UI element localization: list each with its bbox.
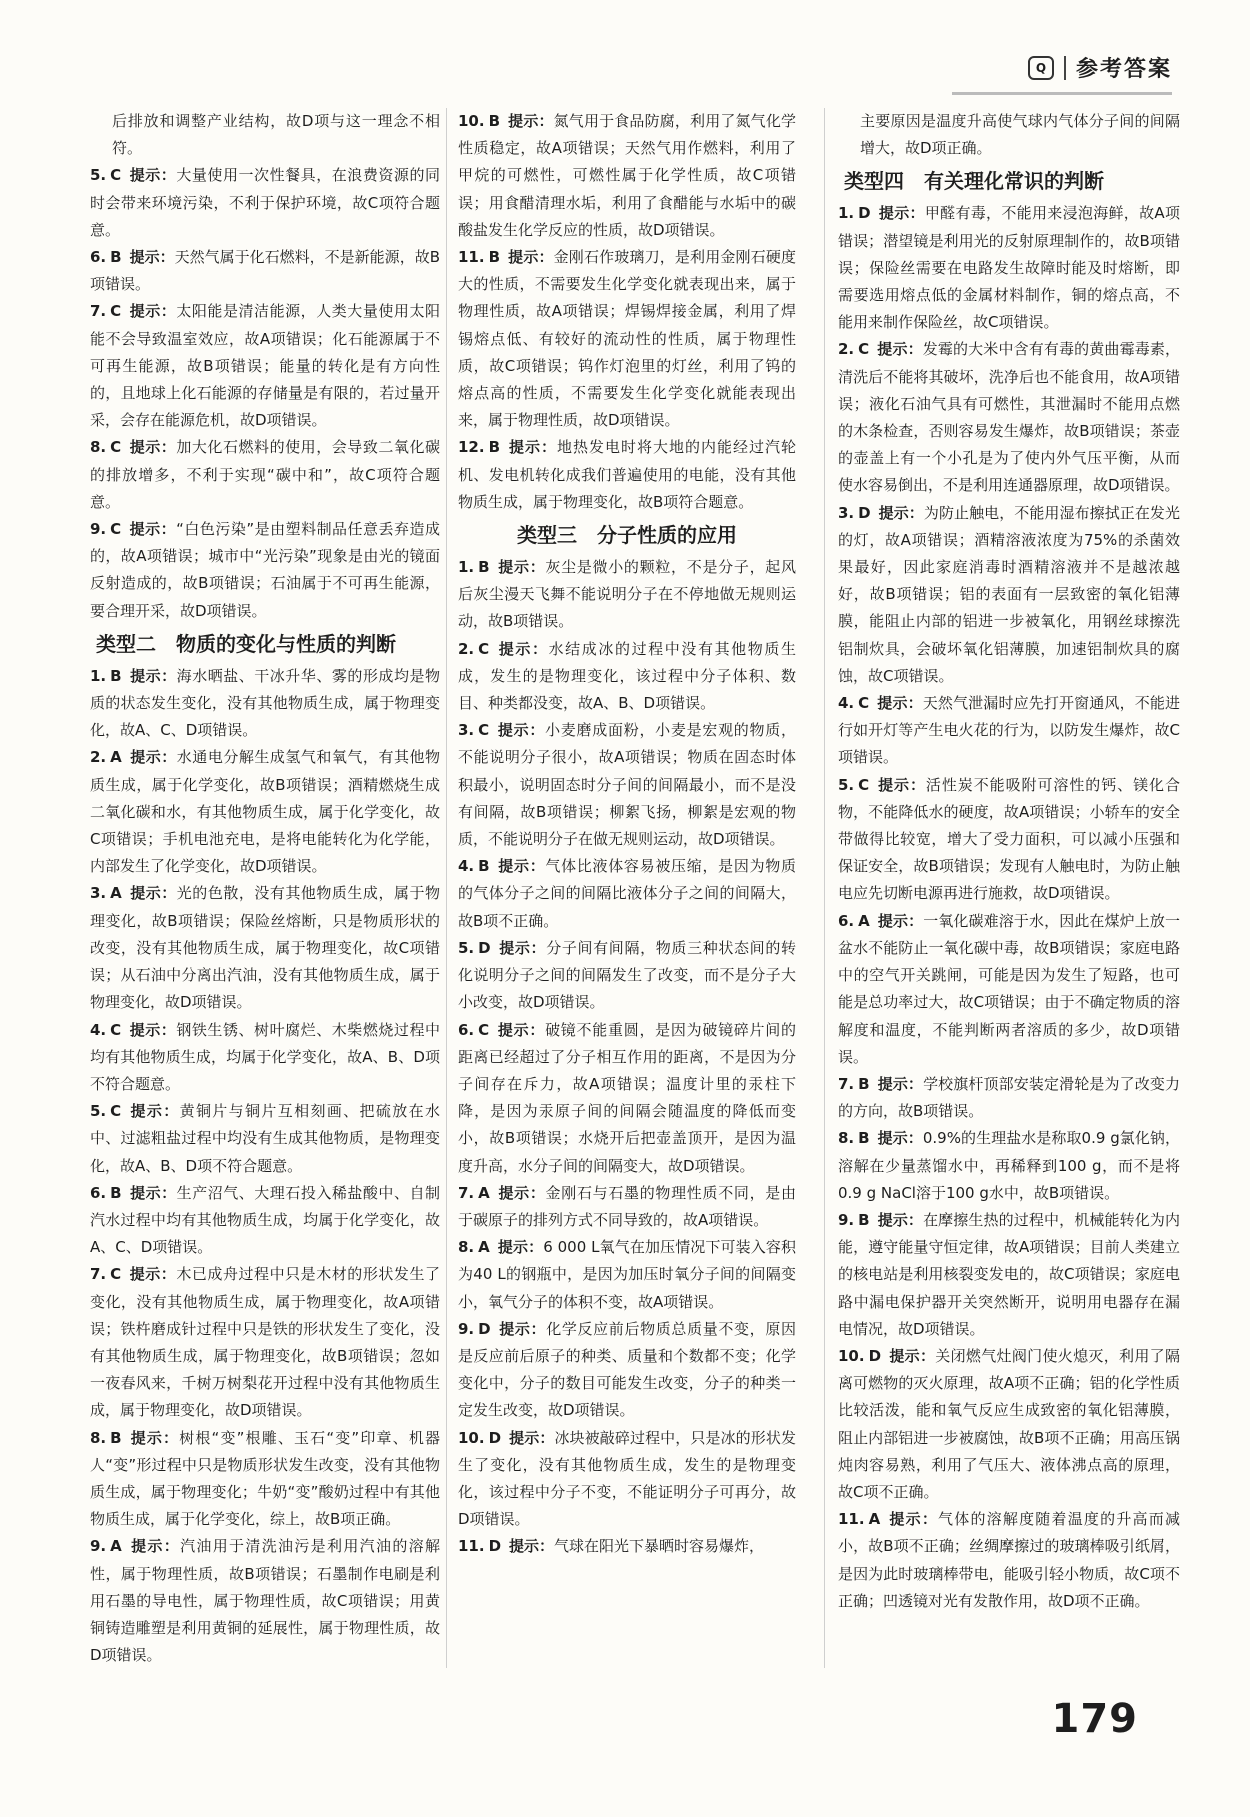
- explanation-text: 6 000 L氧气在加压情况下可装入容积为40 L的钢瓶中，是因为加压时氧分子间的间隔变小，氧气分子的体积不变，故A项错误。: [458, 1238, 796, 1311]
- answer-item: [458, 1316, 796, 1425]
- explanation-text: 一氧化碳难溶于水，因此在煤炉上放一盆水不能防止一氧化碳中毒，故B项错误；家庭电路中的空气开关跳闸，可能是因为发生了短路，也可能是总功率过大，故C项错误；由于不确定物质的溶解度和温度，不能判断两者溶质的多少，故D项错误。: [838, 911, 1180, 1066]
- answer-choice: C: [858, 775, 870, 794]
- answer-list: [838, 200, 1180, 1615]
- answer-item: [90, 516, 440, 625]
- answer-item: [838, 1343, 1180, 1506]
- item-number: 10.: [458, 1428, 485, 1447]
- item-number: 1.: [458, 558, 475, 577]
- item-number: 10.: [458, 112, 485, 130]
- answer-item: [838, 500, 1180, 690]
- tip-label: 提示：: [129, 1102, 180, 1121]
- answer-column-2: [458, 108, 796, 1561]
- answer-choice: C: [858, 694, 870, 713]
- explanation-text: 生产沼气、大理石投入稀盐酸中、自制汽水过程中均有其他物质生成，均属于化学变化，故A、C、D项错误。: [90, 1183, 440, 1257]
- answer-list: [458, 108, 796, 516]
- explanation-text: 钢铁生锈、树叶腐烂、木柴燃烧过程中均有其他物质生成，均属于化学变化，故A、B、D项不符合题意。: [90, 1020, 440, 1093]
- answer-choice: B: [110, 248, 122, 267]
- explanation-text: 天然气属于化石燃料，不是新能源，故B项错误。: [90, 248, 440, 294]
- answer-item: [458, 1234, 796, 1316]
- answer-choice: C: [478, 721, 490, 740]
- tip-label: 提示：: [877, 694, 923, 713]
- answer-item: [458, 636, 796, 718]
- answer-item: [90, 434, 440, 516]
- item-number: 11.: [458, 1537, 485, 1556]
- tip-label: 提示：: [129, 1428, 180, 1447]
- header-rule: [952, 92, 1172, 95]
- tip-label: 提示：: [498, 1319, 547, 1338]
- explanation-text: 冰块被敲碎过程中，只是冰的形状发生了变化，没有其他物质生成，发生的是物理变化，该过程中分子不变，不能证明分子可再分，故D项错误。: [458, 1428, 796, 1529]
- item-number: 1.: [838, 204, 855, 223]
- answer-item: [838, 1207, 1180, 1343]
- answer-choice: B: [858, 1074, 870, 1093]
- tip-label: 提示：: [877, 1074, 924, 1093]
- answer-column-3: [838, 108, 1180, 1615]
- book-logo-icon: Q: [1028, 56, 1054, 80]
- answer-choice: A: [858, 911, 870, 930]
- column-divider: [446, 108, 447, 1668]
- answer-item: [838, 200, 1180, 336]
- tip-label: 提示：: [498, 938, 547, 957]
- explanation-text: 为防止触电，不能用湿布擦拭正在发光的灯，故A项错误；酒精溶液浓度为75%的杀菌效果最好，因此家庭消毒时酒精溶液并不是越浓越好，故B项错误；铝的表面有一层致密的氧化铝薄膜，能阻止内部的铝进一步被氧化，用钢丝球擦洗铝制炊具，会破坏氧化铝薄膜，加速铝制炊具的腐蚀，故C项错误。: [838, 503, 1180, 685]
- tip-label: 提示：: [129, 1265, 177, 1284]
- column-divider: [824, 108, 825, 1668]
- answer-choice: B: [478, 857, 490, 876]
- explanation-text: 水通电分解生成氢气和氧气，有其他物质生成，属于化学变化，故B项错误；酒精燃烧生成二氧化碳和水，有其他物质生成，属于化学变化，故C项错误；手机电池充电，是将电能转化为化学能，内部发生了化学变化，故D项错误。: [90, 748, 440, 876]
- answer-choice: D: [488, 1537, 502, 1556]
- explanation-text: 太阳能是清洁能源，人类大量使用太阳能不会导致温室效应，故A项错误；化石能源属于不可再生能源，故B项错误；能量的转化是有方向性的，且地球上化石能源的存储量是有限的，若过量开采，会存在能源危机，故D项错误。: [90, 302, 440, 430]
- explanation-text: 活性炭不能吸附可溶性的钙、镁化合物，不能降低水的硬度，故A项错误；小轿车的安全带做得比较宽，增大了受力面积，可以减小压强和保证安全，故B项错误；发现有人触电时，为防止触电应先切断电源再进行施救，故D项错误。: [838, 775, 1180, 903]
- answer-item: [90, 298, 440, 434]
- tip-label: 提示：: [877, 1210, 924, 1229]
- explanation-text: 大量使用一次性餐具，在浪费资源的同时会带来环境污染，不利于保护环境，故C项符合题意。: [90, 166, 440, 239]
- item-number: 6.: [838, 911, 855, 930]
- tip-label: 提示：: [877, 340, 923, 359]
- explanation-text: 在摩擦生热的过程中，机械能转化为内能，遵守能量守恒定律，故A项错误；目前人类建立的核电站是利用核裂变发电的，故C项错误；家庭电路中漏电保护器开关突然断开，说明用电器存在漏电情况，故D项错误。: [838, 1210, 1180, 1338]
- item-number: 6.: [90, 1183, 107, 1202]
- tip-label: 提示：: [497, 721, 546, 740]
- answer-choice: A: [868, 1510, 881, 1529]
- answer-list: [90, 663, 440, 1670]
- header-title: 参考答案: [1075, 57, 1172, 82]
- answer-list: [458, 554, 796, 1561]
- item-number: 3.: [90, 884, 107, 903]
- item-number: 2.: [838, 340, 855, 359]
- answer-choice: B: [110, 666, 122, 685]
- tip-label: 提示：: [497, 639, 549, 658]
- item-number: 4.: [458, 857, 475, 876]
- tip-label: 提示：: [889, 1346, 936, 1365]
- tip-label: 提示：: [877, 911, 924, 930]
- answer-item: [458, 853, 796, 935]
- explanation-text: 甲醛有毒，不能用来浸泡海鲜，故A项错误；潜望镜是利用光的反射原理制作的，故B项错误；保险丝需要在电路发生故障时能及时熔断，即需要选用熔点低的金属材料制作，铜的熔点高，不能用来制作保险丝，故C项错误。: [838, 204, 1180, 332]
- answer-item: [90, 244, 440, 298]
- page-header: [1028, 52, 1172, 83]
- explanation-text: 水结成冰的过程中没有其他物质生成，发生的是物理变化，该过程中分子体积、数目、种类都没变，故A、B、D项错误。: [458, 639, 796, 713]
- answer-item: [90, 1261, 440, 1424]
- answer-choice: A: [110, 1537, 122, 1556]
- answer-choice: B: [488, 112, 501, 130]
- tip-label: 提示：: [878, 204, 925, 223]
- answer-choice: C: [110, 438, 122, 457]
- explanation-text: 加大化石燃料的使用，会导致二氧化碳的排放增多，不利于实现“碳中和”，故C项符合题意。: [90, 438, 440, 511]
- answer-choice: D: [858, 503, 871, 522]
- item-number: 1.: [90, 666, 107, 685]
- item-number: 4.: [90, 1020, 107, 1039]
- tip-label: 提示：: [877, 775, 926, 794]
- answer-choice: A: [110, 884, 122, 903]
- item-number: 9.: [838, 1210, 855, 1229]
- item-number: 7.: [90, 302, 107, 321]
- explanation-text: 关闭燃气灶阀门使火熄灭，利用了隔离可燃物的灭火原理，故A项不正确；铝的化学性质比较活泼，能和氧气反应生成致密的氧化铝薄膜，阻止内部铝进一步被腐蚀，故B项不正确；用高压锅炖肉容易熟，利用了气压大、液体沸点高的原理，故C项不正确。: [838, 1346, 1180, 1501]
- answer-item: [90, 1098, 440, 1180]
- explanation-text: 化学反应前后物质总质量不变，原因是反应前后原子的种类、质量和个数都不变；化学变化中，分子的数目可能发生改变，分子的种类一定发生改变，故D项错误。: [458, 1319, 796, 1420]
- explanation-text: “白色污染”是由塑料制品任意丢弃造成的，故A项错误；城市中“光污染”现象是由光的镜面反射造成的，故B项错误；石油属于不可再生能源，要合理开采，故D项错误。: [90, 520, 440, 620]
- section-heading: 类型三 分子性质的应用: [517, 523, 737, 548]
- answer-choice: C: [110, 302, 122, 321]
- explanation-text: 黄铜片与铜片互相刻画、把硫放在水中、过滤粗盐过程中均没有生成其他物质，是物理变化，故A、B、D项不符合题意。: [90, 1102, 440, 1175]
- tip-label: 提示：: [129, 166, 177, 185]
- item-number: 12.: [458, 438, 485, 457]
- tip-label: 提示：: [497, 857, 546, 876]
- answer-choice: A: [478, 1238, 490, 1257]
- item-number: 5.: [90, 166, 107, 185]
- answer-choice: D: [488, 1428, 502, 1447]
- answer-choice: C: [110, 520, 122, 539]
- tip-label: 提示：: [888, 1510, 939, 1529]
- answer-choice: D: [868, 1346, 882, 1365]
- tip-label: 提示：: [497, 1020, 546, 1039]
- answer-item: [90, 162, 440, 244]
- answer-choice: B: [478, 558, 490, 577]
- item-number: 8.: [458, 1238, 475, 1257]
- answer-choice: C: [478, 1020, 490, 1039]
- tip-label: 提示：: [508, 112, 554, 130]
- explanation-text: 气体比液体容易被压缩，是因为物质的气体分子之间的间隔比液体分子之间的间隔大，故B项不正确。: [458, 857, 796, 930]
- answer-item: [90, 663, 440, 745]
- explanation-text: 气球在阳光下暴晒时容易爆炸，: [554, 1537, 765, 1556]
- answer-choice: C: [110, 1102, 122, 1121]
- explanation-text: 天然气泄漏时应先打开窗通风，不能进行如开灯等产生电火花的行为，以防发生爆炸，故C项错误。: [838, 694, 1180, 767]
- explanation-text: 木已成舟过程中只是木材的形状发生了变化，没有其他物质生成，属于物理变化，故A项错误；铁杵磨成针过程中只是铁的形状发生了变化，没有其他物质生成，属于物理变化，故B项错误；忽如一夜春风来，千树万树梨花开过程中没有其他物质生成，属于物理变化，故D项错误。: [90, 1265, 440, 1420]
- continued-text: 后排放和调整产业结构，故D项与这一理念不相符。: [112, 112, 440, 158]
- item-number: 2.: [458, 639, 475, 658]
- item-number: 8.: [90, 1428, 107, 1447]
- item-number: 8.: [838, 1129, 855, 1148]
- answer-list: [90, 162, 440, 624]
- tip-label: 提示：: [877, 1129, 923, 1148]
- answer-item: [838, 336, 1180, 499]
- item-number: 5.: [90, 1102, 107, 1121]
- tip-label: 提示：: [129, 438, 177, 457]
- explanation-text: 地热发电时将大地的内能经过汽轮机、发电机转化成我们普遍使用的电能，没有其他物质生成，属于物理变化，故B项符合题意。: [458, 438, 796, 511]
- item-number: 11.: [458, 248, 485, 267]
- answer-choice: B: [858, 1129, 870, 1148]
- section-heading: 类型二 物质的变化与性质的判断: [96, 631, 396, 656]
- answer-choice: D: [478, 938, 491, 957]
- tip-label: 提示：: [508, 248, 554, 267]
- item-number: 9.: [458, 1319, 475, 1338]
- explanation-text: 金刚石与石墨的物理性质不同，是由于碳原子的排列方式不同导致的，故A项错误。: [458, 1183, 796, 1229]
- item-number: 2.: [90, 748, 107, 767]
- answer-choice: B: [110, 1183, 122, 1202]
- tip-label: 提示：: [129, 1183, 177, 1202]
- item-number: 7.: [458, 1183, 475, 1202]
- item-number: 6.: [90, 248, 107, 267]
- item-number: 9.: [90, 1537, 107, 1556]
- item-number: 5.: [458, 938, 475, 957]
- section-heading: 类型四 有关理化常识的判断: [844, 169, 1104, 194]
- tip-label: 提示：: [129, 1020, 177, 1039]
- item-number: 7.: [838, 1074, 855, 1093]
- answer-choice: B: [858, 1210, 870, 1229]
- explanation-text: 破镜不能重圆，是因为破镜碎片间的距离已经超过了分子相互作用的距离，不是因为分子间存在斥力，故A项错误；温度计里的汞柱下降，是因为汞原子间的间隔会随温度的降低而变小，故B项错误；水烧开后把壶盖顶开，是因为温度升高，水分子间的间隔变大，故D项错误。: [458, 1020, 796, 1175]
- explanation-text: 光的色散，没有其他物质生成，属于物理变化，故B项错误；保险丝熔断，只是物质形状的改变，没有其他物质生成，属于物理变化，故C项错误；从石油中分离出汽油，没有其他物质生成，属于物理变化，故D项错误。: [90, 884, 440, 1012]
- answer-choice: B: [488, 248, 501, 267]
- explanation-text: 海水晒盐、干冰升华、雾的形成均是物质的状态发生变化，没有其他物质生成，属于物理变化，故A、C、D项错误。: [90, 666, 440, 740]
- answer-item: [458, 554, 796, 636]
- answer-choice: B: [110, 1428, 122, 1447]
- tip-label: 提示：: [508, 438, 558, 457]
- explanation-text: 发霉的大米中含有有毒的黄曲霉毒素，清洗后不能将其破坏，洗净后也不能食用，故A项错误；液化石油气具有可燃性，其泄漏时不能用点燃的木条检查，否则容易发生爆炸，故B项错误；茶壶的壶盖上有一个小孔是为了使内外气压平衡，从而使水容易倒出，不是利用连通器原理，故D项错误。: [838, 340, 1180, 495]
- explanation-text: 0.9%的生理盐水是称取0.9 g氯化钠，溶解在少量蒸馏水中，再稀释到100 g，而不是将0.9 g NaCl溶于100 g水中，故B项错误。: [838, 1129, 1180, 1202]
- answer-item: [458, 935, 796, 1017]
- tip-label: 提示：: [129, 884, 177, 903]
- explanation-text: 小麦磨成面粉，小麦是宏观的物质，不能说明分子很小，故A项错误；物质在固态时体积最小，说明固态时分子间的间隔最小，而不是没有间隔，故B项错误；柳絮飞扬，柳絮是宏观的物质，不能说明分子在做无规则运动，故D项错误。: [458, 721, 796, 849]
- answer-choice: C: [110, 1265, 122, 1284]
- tip-label: 提示：: [129, 666, 177, 685]
- answer-item: [90, 1017, 440, 1099]
- explanation-text: 金刚石作玻璃刀，是利用金刚石硬度大的性质，不需要发生化学变化就表现出来，属于物理性质，故A项错误；焊锡焊接金属，利用了焊锡熔点低、有较好的流动性的性质，属于物理性质，故C项错误；钨作灯泡里的灯丝，利用了钨的熔点高的性质，不需要发生化学变化就能表现出来，属于物理性质，故D项错误。: [458, 248, 796, 430]
- item-number: 8.: [90, 438, 107, 457]
- item-number: 3.: [458, 721, 475, 740]
- answer-item: [838, 1125, 1180, 1207]
- item-number: 9.: [90, 520, 107, 539]
- answer-choice: C: [110, 1020, 122, 1039]
- tip-label: 提示：: [129, 1537, 181, 1556]
- answer-choice: C: [858, 340, 870, 359]
- answer-item: [458, 1180, 796, 1234]
- answer-choice: C: [478, 639, 490, 658]
- item-number: 11.: [838, 1510, 865, 1529]
- answer-item: [458, 1533, 796, 1560]
- explanation-text: 分子间有间隔，物质三种状态间的转化说明分子之间的间隔发生了改变，而不是分子大小改变，故D项错误。: [458, 938, 796, 1012]
- answer-item: [90, 1425, 440, 1534]
- answer-item: [90, 1180, 440, 1262]
- tip-label: 提示：: [129, 748, 177, 767]
- answer-column-1: [90, 108, 440, 1669]
- item-number: 4.: [838, 694, 855, 713]
- answer-item: [838, 1506, 1180, 1615]
- tip-label: 提示：: [878, 503, 924, 522]
- answer-choice: D: [858, 204, 871, 223]
- explanation-text: 气体的溶解度随着温度的升高而减小，故B项不正确；丝绸摩擦过的玻璃棒吸引纸屑，是因为此时玻璃棒带电，能吸引轻小物质，故C项不正确；凹透镜对光有发散作用，故D项不正确。: [838, 1510, 1180, 1610]
- item-number: 3.: [838, 503, 855, 522]
- answer-item: [458, 1017, 796, 1180]
- item-number: 6.: [458, 1020, 475, 1039]
- tip-label: 提示：: [129, 248, 175, 267]
- tip-label: 提示：: [497, 1183, 546, 1202]
- tip-label: 提示：: [497, 558, 546, 577]
- answer-item: [458, 434, 796, 516]
- answer-item: [458, 1425, 796, 1534]
- item-number: 5.: [838, 775, 855, 794]
- tip-label: 提示：: [129, 302, 177, 321]
- answer-item: [838, 1071, 1180, 1125]
- answer-item: [838, 690, 1180, 772]
- header-divider: [1064, 56, 1066, 80]
- answer-item: [458, 244, 796, 434]
- answer-item: [838, 908, 1180, 1071]
- tip-label: 提示：: [509, 1428, 555, 1447]
- answer-item: [458, 108, 796, 244]
- explanation-text: 学校旗杆顶部安装定滑轮是为了改变力的方向，故B项错误。: [838, 1074, 1180, 1121]
- explanation-text: 灰尘是微小的颗粒，不是分子，起风后灰尘漫天飞舞不能说明分子在不停地做无规则运动，故B项错误。: [458, 558, 796, 631]
- answer-choice: B: [488, 438, 501, 457]
- explanation-text: 汽油用于清洗油污是利用汽油的溶解性，属于物理性质，故B项错误；石墨制作电刷是利用石墨的导电性，属于物理性质，故C项错误；用黄铜铸造雕塑是利用黄铜的延展性，属于物理性质，故D项错误。: [90, 1537, 440, 1665]
- answer-item: [90, 880, 440, 1016]
- answer-item: [90, 1533, 440, 1669]
- tip-label: 提示：: [497, 1238, 544, 1257]
- answer-item: [838, 772, 1180, 908]
- item-number: 10.: [838, 1346, 865, 1365]
- tip-label: 提示：: [509, 1537, 555, 1556]
- tip-label: 提示：: [129, 520, 177, 539]
- item-number: 7.: [90, 1265, 107, 1284]
- answer-item: [458, 717, 796, 853]
- answer-item: [90, 744, 440, 880]
- answer-choice: C: [110, 166, 122, 185]
- answer-choice: A: [478, 1183, 490, 1202]
- page-number: 179: [1051, 1696, 1138, 1742]
- answer-choice: D: [478, 1319, 491, 1338]
- explanation-text: 树根“变”根雕、玉石“变”印章、机器人“变”形过程中只是物质形状发生改变，没有其他物质生成，属于物理变化；牛奶“变”酸奶过程中有其他物质生成，属于化学变化，综上，故B项正确。: [90, 1428, 440, 1529]
- answer-choice: A: [110, 748, 122, 767]
- explanation-text: 氮气用于食品防腐，利用了氮气化学性质稳定，故A项错误；天然气用作燃料，利用了甲烷的可燃性，可燃性属于化学性质，故C项错误；用食醋清理水垢，利用了食醋能与水垢中的碳酸盐发生化学反应的性质，故D项错误。: [458, 112, 796, 239]
- continued-text: 主要原因是温度升高使气球内气体分子间的间隔增大，故D项正确。: [860, 112, 1180, 158]
